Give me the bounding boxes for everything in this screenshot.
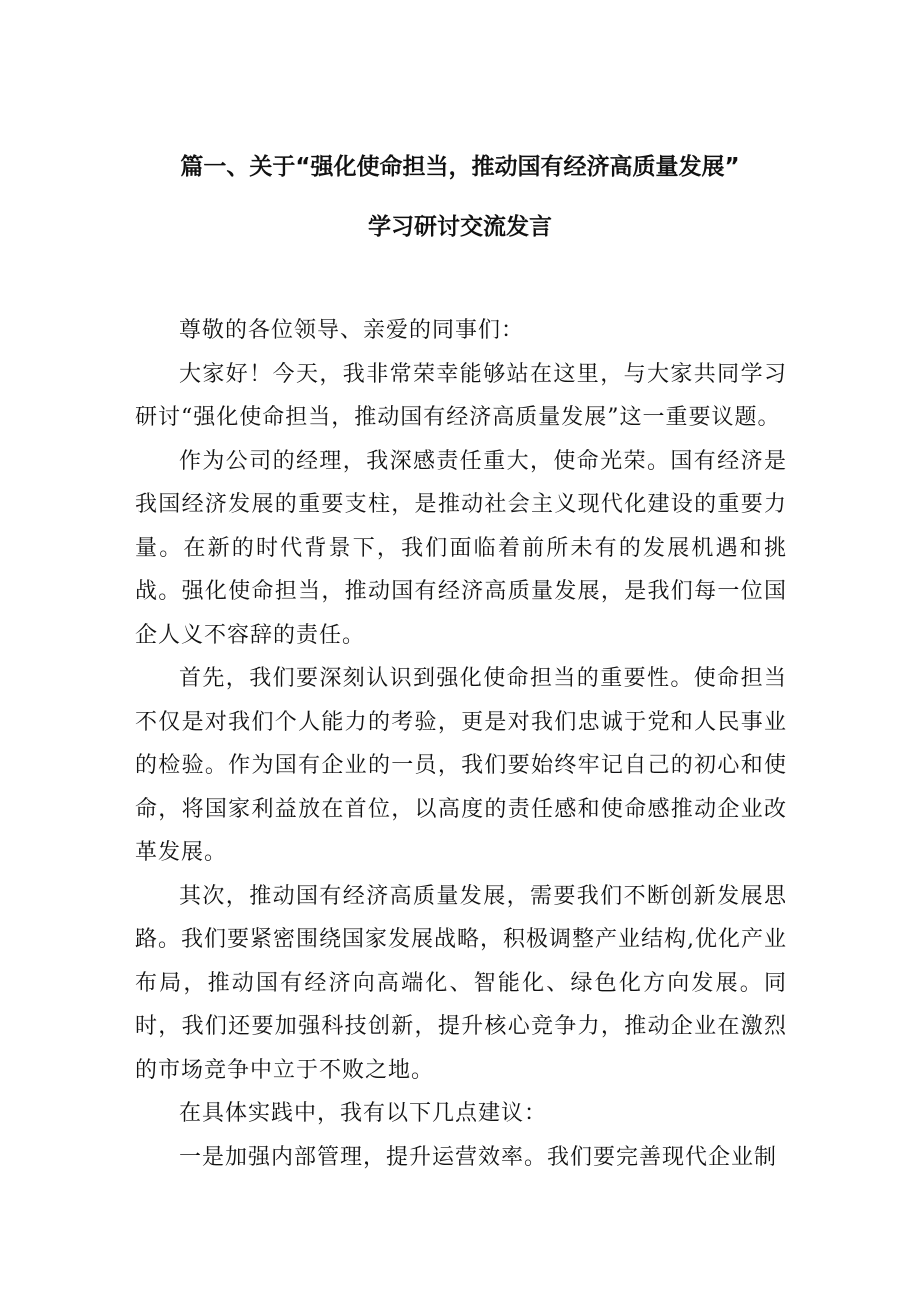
paragraph: 一是加强内部管理，提升运营效率。我们要完善现代企业制 — [179, 1144, 778, 1170]
paragraph: 首先，我们要深刻认识到强化使命担当的重要性。使命担当不仅是对我们个人能力的考验，更是对我们忠诚于党和人民事业的检验。作为国有企业的一员，我们要始终牢记自己的初心和使命，将国家利益放在首位，以高度的责任感和使命感推动企业改革发展。 — [135, 666, 787, 865]
paragraph: 在具体实践中，我有以下几点建议： — [179, 1101, 548, 1126]
salutation: 尊敬的各位领导、亲爱的同事们： — [179, 318, 525, 343]
paragraph: 大家好！今天，我非常荣幸能够站在这里，与大家共同学习研讨“强化使命担当，推动国有经济高质量发展”这一重要议题。 — [135, 361, 787, 430]
paragraph: 作为公司的经理，我深感责任重大，使命光荣。国有经济是我国经济发展的重要支柱，是推动社会主义现代化建设的重要力量。在新的时代背景下，我们面临着前所未有的发展机遇和挑战。强化使命担当，推动国有经济高质量发展，是我们每一位国企人义不容辞的责任。 — [135, 448, 787, 648]
paragraph: 其次，推动国有经济高质量发展，需要我们不断创新发展思路。我们要紧密围绕国家发展战略，积极调整产业结构,优化产业布局，推动国有经济向高端化、智能化、绿色化方向发展。同时，我们还要加强科技创新，提升核心竞争力，推动企业在激烈的市场竞争中立于不败之地。 — [135, 883, 787, 1083]
document-body — [135, 309, 787, 1179]
document-subtitle: 学习研讨交流发言 — [368, 214, 552, 240]
document-title: 篇一、关于“强化使命担当，推动国有经济高质量发展” — [180, 154, 740, 180]
